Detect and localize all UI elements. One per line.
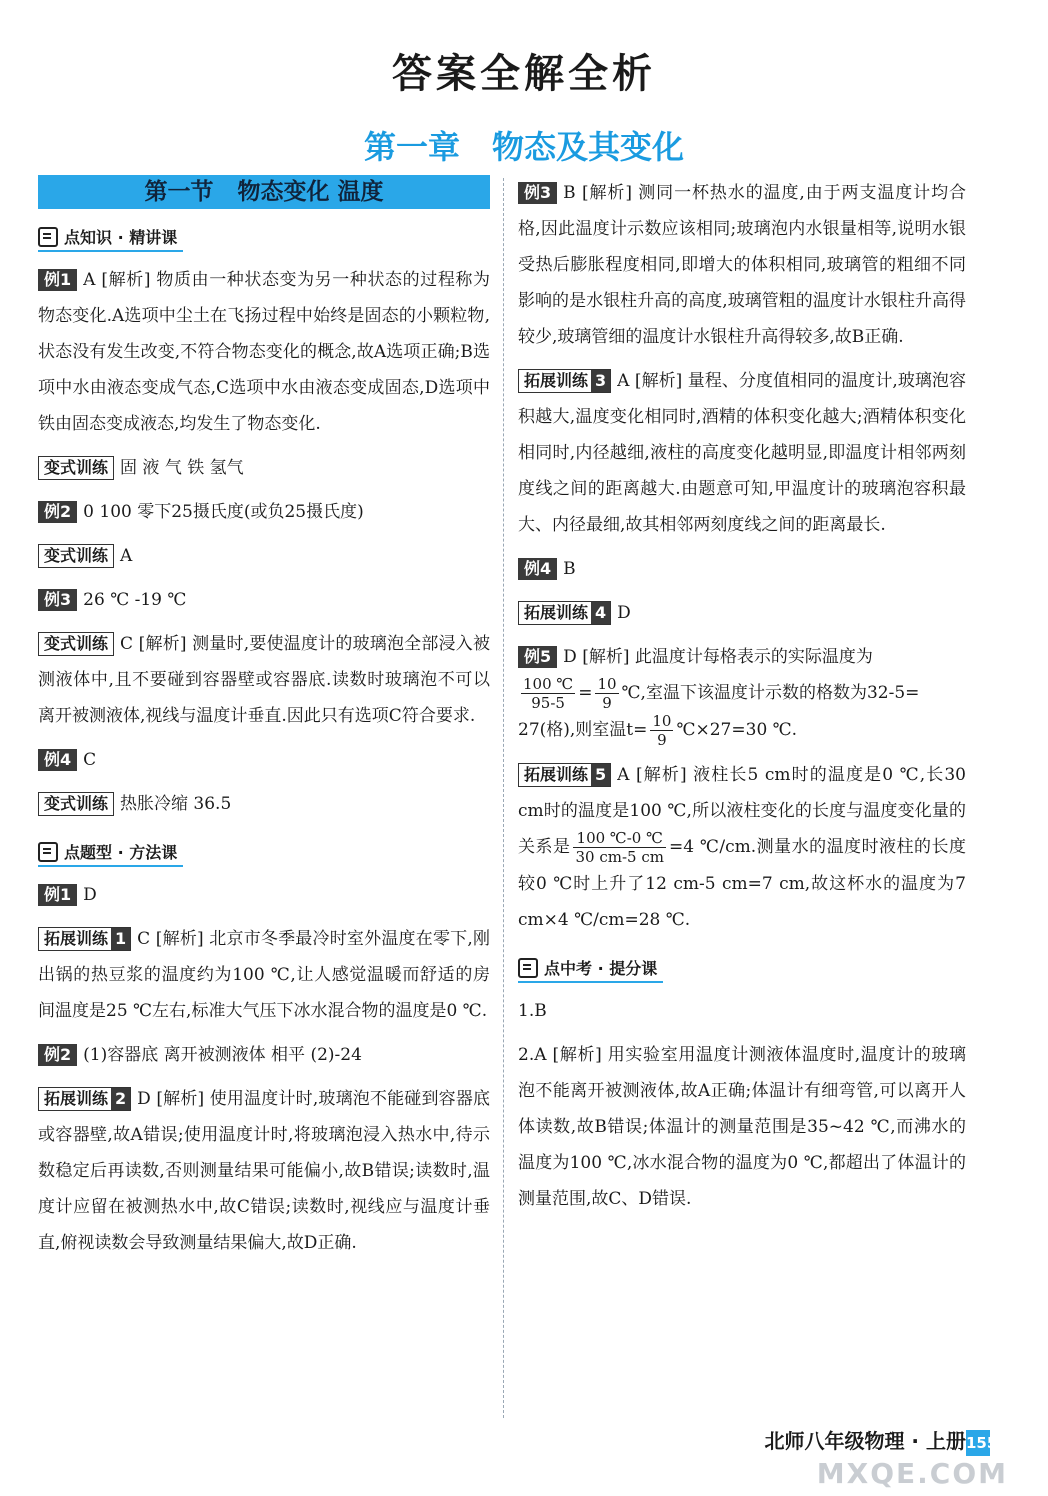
fraction: $\frac{10}{9}$ (652, 712, 672, 749)
book-title-footer: 北师八年级物理 · 上册 (764, 1429, 966, 1453)
example-tag: 例2 (38, 1044, 77, 1066)
training-tag: 拓展训练 1 (38, 927, 131, 951)
answer-item (38, 494, 490, 530)
example-tag: 例1 (38, 884, 77, 906)
watermark: MXQE.COM (816, 1457, 1008, 1490)
answer-example-5: 例5 D [解析] 此温度计每格表示的实际温度为 $\frac{100 ℃}{95-5}$ = $\frac{10}{9}$ ℃,室温下该温度计示数的格数为32-5= 27(格),则室温t= $\frac{10}{9}$ ℃×27=30 ℃. (518, 647, 920, 749)
training-tag: 拓展训练 5 (518, 763, 611, 787)
answer-text: A [解析] 物质由一种状态变为另一种状态的过程称为物态变化.A选项中尘土在飞扬过程中始终是固态的小颗粒物,状态没有发生改变,不符合物态变化的概念,故A选项正确;B选项中水由液态变成气态,C选项中水由液态变成固态,D选项中铁由固态变成液态,均发生了物态变化. (38, 270, 490, 434)
left-column (38, 175, 490, 1269)
chapter-name: 物态及其变化 (492, 128, 685, 166)
answer-item (38, 626, 490, 734)
answer-item (38, 921, 490, 1029)
answer-text: D (617, 603, 631, 623)
book-icon (518, 958, 538, 978)
example-tag: 例4 (38, 749, 77, 771)
method-answers (38, 877, 490, 1261)
variant-tag: 变式训练 (38, 456, 114, 480)
answer-training-5: 拓展训练 5 A [解析] 液柱长5 cm时的温度是0 ℃,长30 cm时的温度是100 ℃,所以液柱变化的长度与温度变化量的关系是 $\frac{100 ℃-0 ℃}{30 cm-5 cm}$ =4 ℃/cm.测量水的温度时液柱的长度较0 ℃时上升了12 cm-5 cm=7 cm,故这杯水的温度为7 cm×4 ℃/cm=28 ℃. (518, 765, 967, 930)
answer-text: C [解析] 测量时,要使温度计的玻璃泡全部浸入被测液体中,且不要碰到容器壁或容器底.读数时玻璃泡不可以离开被测液体,视线与温度计垂直.因此只有选项C符合要求. (38, 634, 490, 726)
chapter-title (0, 122, 1048, 168)
answer-item (38, 742, 490, 778)
book-icon (38, 227, 58, 247)
answer-text: (1)容器底 离开被测液体 相平 (2)-24 (83, 1045, 362, 1065)
answer-text: B [解析] 测同一杯热水的温度,由于两支温度计均合格,因此温度计示数应该相同;玻璃泡内水银量相等,说明水银受热后膨胀程度相同,即增大的体积相同,玻璃管的粗细不同影响的是水银柱升高的高度,玻璃管粗的温度计水银柱升高得较少,玻璃管细的温度计水银柱升高得较多,故B正确. (518, 183, 966, 347)
answer-item (38, 877, 490, 913)
answer-text: B (563, 559, 576, 579)
answer-text: 26 ℃ -19 ℃ (83, 590, 187, 610)
book-icon (38, 842, 58, 862)
exam-answer-2: 2.A [解析] 用实验室用温度计测液体温度时,温度计的玻璃泡不能离开被测液体,故A正确;体温计有细弯管,可以离开人体读数,故B错误;体温计的测量范围是35~42 ℃,而沸水的温度为100 ℃,冰水混合物的温度为0 ℃,都超出了体温计的测量范围,故C、D错误. (518, 1045, 966, 1209)
training-tag: 拓展训练 3 (518, 369, 611, 393)
answer-text: 热胀冷缩 36.5 (120, 794, 232, 814)
answer-text: C (83, 750, 97, 770)
training-tag: 拓展训练 4 (518, 601, 611, 625)
example-tag: 例2 (38, 501, 77, 523)
answer-item (38, 786, 490, 822)
category-exam: 点中考 · 提分课 (518, 954, 663, 983)
example-tag: 例3 (38, 589, 77, 611)
chapter-number: 第一章 (363, 128, 460, 166)
answer-text: D [解析] 使用温度计时,玻璃泡不能碰到容器底或容器壁,故A错误;使用温度计时,将玻璃泡浸入热水中,待示数稳定后再读数,否则测量结果可能偏小,故B错误;读数时,温度计应留在被测热水中,故C错误;读数时,视线应与温度计垂直,俯视读数会导致测量结果偏大,故D正确. (38, 1089, 490, 1253)
exam-answer-1: 1.B (518, 1001, 547, 1021)
knowledge-answers (38, 262, 490, 822)
page-title: 答案全解全析 (392, 51, 656, 97)
fraction: $\frac{100 ℃-0 ℃}{30 cm-5 cm}$ (575, 829, 664, 866)
category-question-types: 点题型 · 方法课 (38, 838, 183, 867)
answer-item (38, 582, 490, 618)
example-tag: 例3 (518, 182, 557, 204)
answer-item (38, 1037, 490, 1073)
page-number: 155 (966, 1430, 990, 1456)
column-divider (503, 178, 504, 1418)
variant-tag: 变式训练 (38, 544, 114, 568)
right-column (518, 175, 966, 1225)
answer-text: A [解析] 量程、分度值相同的温度计,玻璃泡容积越大,温度变化相同时,酒精的体积变化越大;酒精体积变化相同时,内径越细,液柱的高度变化越明显,即温度计相邻两刻度线之间的距离越大.由题意可知,甲温度计的玻璃泡容积最大、内径最细,故其相邻两刻度线之间的距离最长. (518, 371, 966, 535)
right-answers (518, 175, 966, 631)
answer-item (518, 175, 966, 355)
answer-item (518, 595, 966, 631)
section-header (38, 175, 490, 209)
answer-text: A (120, 546, 133, 566)
example-tag: 例1 (38, 269, 77, 291)
fraction: $\frac{10}{9}$ (597, 675, 617, 712)
variant-tag: 变式训练 (38, 632, 114, 656)
answer-item (518, 551, 966, 587)
answer-text: 0 100 零下25摄氏度(或负25摄氏度) (83, 502, 364, 522)
answer-item (38, 262, 490, 442)
answer-text: D (83, 885, 97, 905)
category-knowledge: 点知识 · 精讲课 (38, 223, 183, 252)
fraction: $\frac{100 ℃}{95-5}$ (523, 675, 574, 712)
training-tag: 拓展训练 2 (38, 1087, 131, 1111)
section-number: 第一节 (144, 179, 214, 205)
answer-item (38, 450, 490, 486)
answer-item (518, 363, 966, 543)
example-tag: 例4 (518, 558, 557, 580)
example-tag: 例5 (518, 646, 557, 668)
variant-tag: 变式训练 (38, 792, 114, 816)
answer-item (38, 538, 490, 574)
answer-text: C [解析] 北京市冬季最冷时室外温度在零下,刚出锅的热豆浆的温度约为100 ℃,让人感觉温暖而舒适的房间温度是25 ℃左右,标准大气压下冰水混合物的温度是0 ℃. (38, 929, 490, 1021)
section-name: 物态变化 温度 (237, 179, 384, 205)
answer-text: 固 液 气 铁 氢气 (120, 458, 244, 478)
answer-item (38, 1081, 490, 1261)
